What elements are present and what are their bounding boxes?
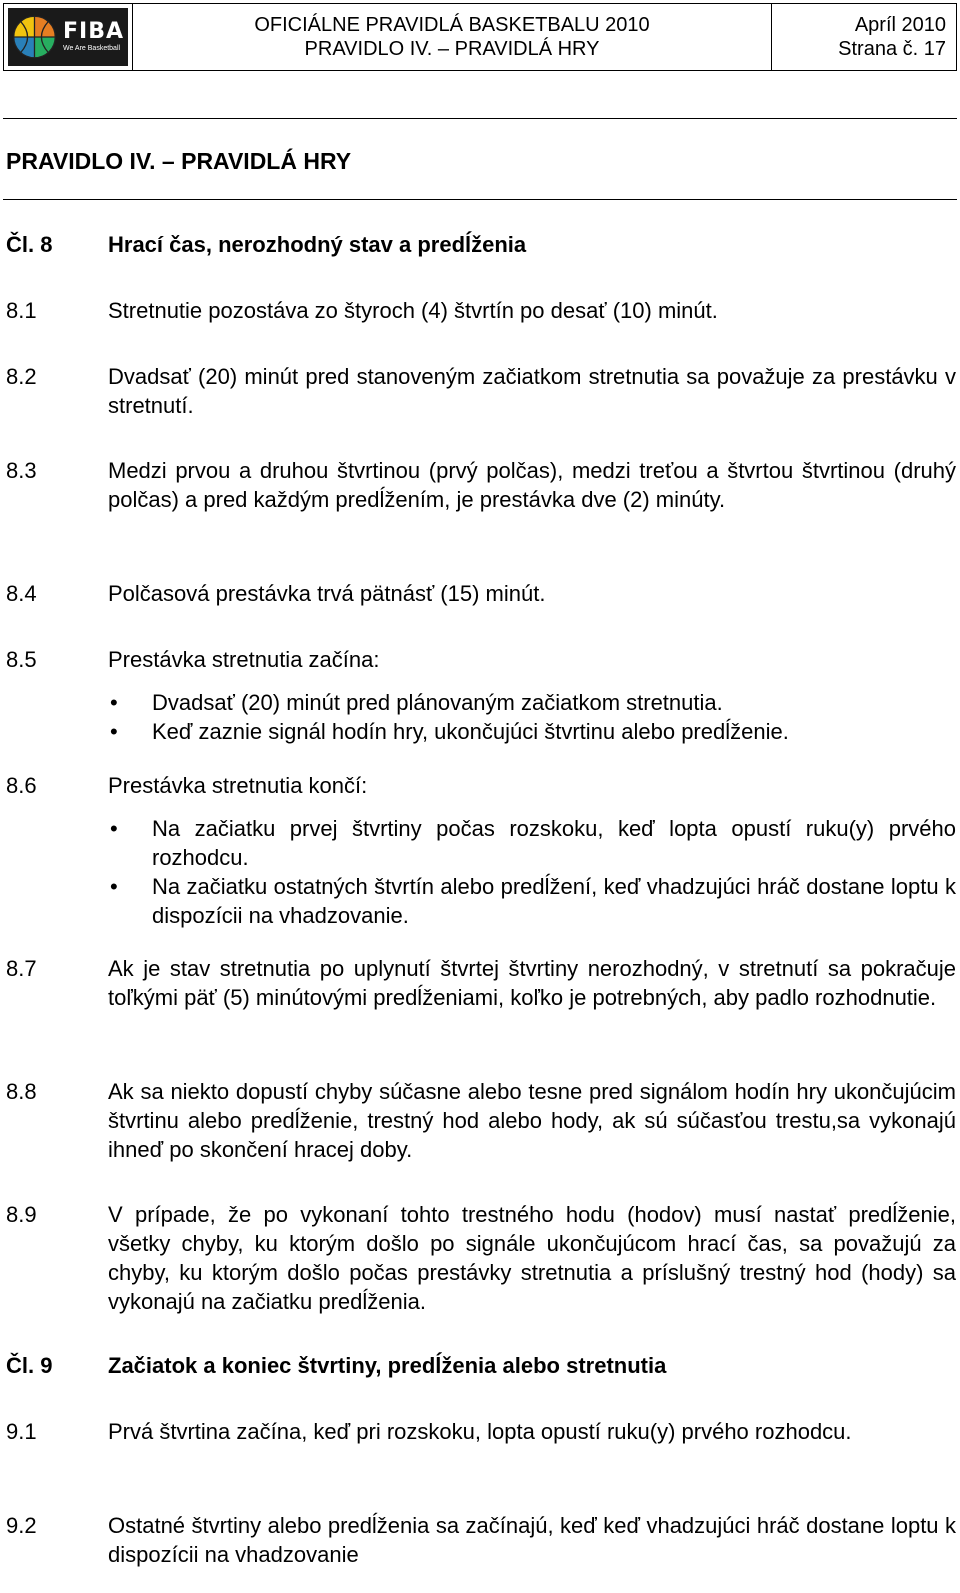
paragraph-text: Polčasová prestávka trvá pätnásť (15) minút. <box>108 581 546 606</box>
paragraph-number: 8.1 <box>6 298 37 323</box>
paragraph-9-2 <box>6 1511 956 1569</box>
header-date: Apríl 2010 <box>854 14 946 36</box>
paragraph-9-1 <box>6 1417 956 1446</box>
paragraph-text: Prvá štvrtina začína, keď pri rozskoku, lopta opustí ruku(y) prvého rozhodcu. <box>108 1419 852 1444</box>
paragraph-number: 8.8 <box>6 1079 37 1104</box>
header-date-page <box>772 4 956 70</box>
logo-cell <box>4 4 133 70</box>
paragraph-number: 8.6 <box>6 773 37 798</box>
logo-name: FIBA <box>62 19 124 44</box>
paragraph-text: Prestávka stretnutia začína: <box>108 647 380 672</box>
logo-text <box>63 20 124 54</box>
paragraph-8-7 <box>6 954 956 1012</box>
logo-tagline: We Are Basketball <box>62 45 121 52</box>
header-title <box>133 4 772 70</box>
article-title: Hrací čas, nerozhodný stav a predĺženia <box>108 232 527 257</box>
paragraph-number: 9.2 <box>6 1513 37 1538</box>
paragraph-number: 8.4 <box>6 581 37 606</box>
header-title-line2: PRAVIDLO IV. – PRAVIDLÁ HRY <box>304 38 600 60</box>
paragraph-number: 8.3 <box>6 458 37 483</box>
paragraph-number: 9.1 <box>6 1419 37 1444</box>
paragraph-text: Ak je stav stretnutia po uplynutí štvrtej štvrtiny nerozhodný, v stretnutí sa pokračuje toľkými päť (5) minútovými predĺženiami, koľko je potrebných, aby padlo rozhodnutie. <box>108 956 956 1010</box>
paragraph-8-3 <box>6 456 956 514</box>
paragraph-8-4 <box>6 579 956 608</box>
paragraph-number: 8.7 <box>6 956 37 981</box>
paragraph-8-8 <box>6 1077 956 1164</box>
header-title-line1: OFICIÁLNE PRAVIDLÁ BASKETBALU 2010 <box>254 14 650 36</box>
chapter-title: PRAVIDLO IV. – PRAVIDLÁ HRY <box>6 148 352 174</box>
top-divider <box>3 118 957 119</box>
chapter-divider <box>3 199 957 200</box>
paragraph-text: Dvadsať (20) minút pred stanoveným začiatkom stretnutia sa považuje za prestávku v stretnutí. <box>108 364 956 418</box>
paragraph-text: Ostatné štvrtiny alebo predĺženia sa začínajú, keď keď vhadzujúci hráč dostane loptu k dispozícii na vhadzovanie <box>108 1513 956 1567</box>
paragraph-text: Ak sa niekto dopustí chyby súčasne alebo tesne pred signálom hodín hry ukončujúcim štvrtinu alebo predĺženie, trestný hod alebo hody, ak sú súčasťou trestu,sa vykonajú ihneď po skončení hracej doby. <box>108 1079 956 1162</box>
bullet-list <box>108 814 956 930</box>
article-title: Začiatok a koniec štvrtiny, predĺženia alebo stretnutia <box>108 1353 667 1378</box>
header-page-number: Strana č. 17 <box>838 38 946 60</box>
article-number: Čl. 8 <box>6 232 53 257</box>
paragraph-8-5 <box>6 645 956 674</box>
list-item: • Na začiatku ostatných štvrtín alebo predĺžení, keď vhadzujúci hráč dostane loptu k dispozícii na vhadzovanie. <box>108 872 956 930</box>
list-item: • Keď zaznie signál hodín hry, ukončujúci štvrtinu alebo predĺženie. <box>108 717 956 746</box>
article-number: Čl. 9 <box>6 1353 53 1378</box>
paragraph-8-2 <box>6 362 956 420</box>
paragraph-text: Prestávka stretnutia končí: <box>108 773 368 798</box>
page-header <box>3 3 957 71</box>
list-item: • Na začiatku prvej štvrtiny počas rozskoku, keď lopta opustí ruku(y) prvého rozhodcu. <box>108 814 956 872</box>
paragraph-8-9 <box>6 1200 956 1316</box>
paragraph-number: 8.9 <box>6 1202 37 1227</box>
basketball-logo-icon <box>12 11 57 63</box>
bullet-list <box>108 688 956 746</box>
paragraph-8-1 <box>6 296 956 325</box>
paragraph-text: Stretnutie pozostáva zo štyroch (4) štvrtín po desať (10) minút. <box>108 298 718 323</box>
paragraph-text: V prípade, že po vykonaní tohto trestného hodu (hodov) musí nastať predĺženie, všetky chyby, ku ktorým došlo po signále ukončujúcom hrací čas, sa považujú za chyby, ku ktorým došlo počas prestávky stretnutia a príslušný trestný hod (hody) sa vykonajú na začiatku predĺženia. <box>108 1202 956 1314</box>
list-item: • Dvadsať (20) minút pred plánovaným začiatkom stretnutia. <box>108 688 956 717</box>
paragraph-text: Medzi prvou a druhou štvrtinou (prvý polčas), medzi treťou a štvrtou štvrtinou (druhý polčas) a pred každým predĺžením, je prestávka dve (2) minúty. <box>108 458 956 512</box>
paragraph-number: 8.5 <box>6 647 37 672</box>
paragraph-8-6 <box>6 771 956 800</box>
paragraph-number: 8.2 <box>6 364 37 389</box>
fiba-logo <box>8 8 128 66</box>
